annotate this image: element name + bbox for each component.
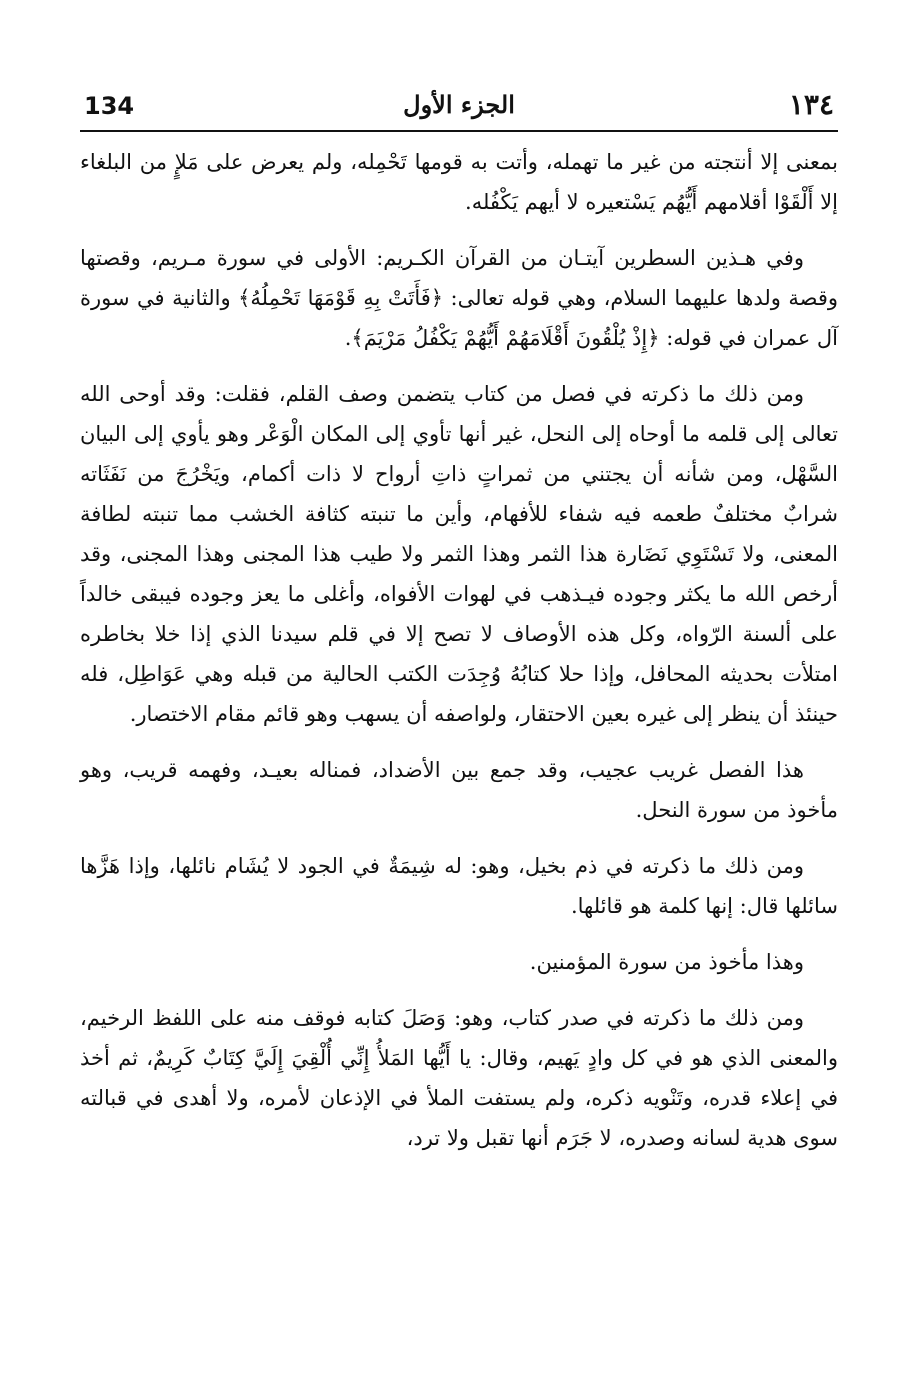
paragraph: ومن ذلك ما ذكرته في ذم بخيل، وهو: له شِيمَةٌ في الجود لا يُشَام نائلها، وإذا هَزَّها سائلها قال: إنها كلمة هو قائلها. [80, 854, 838, 918]
paragraph: هذا الفصل غريب عجيب، وقد جمع بين الأضداد، فمناله بعيـد، وفهمه قريب، وهو مأخوذ من سورة النحل. [80, 758, 838, 822]
page-number-arabic: ١٣٤ [788, 88, 834, 121]
paragraph: وفي هـذين السطرين آيتـان من القرآن الكـريم: الأولى في سورة مـريم، وقصتها وقصة ولدها عليهما السلام، وهي قوله تعالى: ﴿فَأَتَتْ بِهِ قَوْمَهَا تَحْمِلُهُ﴾ والثانية في سورة آل عمران في قوله: ﴿إِذْ يُلْقُونَ أَقْلَامَهُمْ أَيُّهُمْ يَكْفُلُ مَرْيَمَ﴾. [80, 246, 838, 350]
page-body [80, 142, 838, 1158]
paragraph: ومن ذلك ما ذكرته في صدر كتاب، وهو: وَصَلَ كتابه فوقف منه على اللفظ الرخيم، والمعنى الذي هو في كل وادٍ يَهيم، وقال: يا أَيُّها المَلأُ إِنِّي أُلْقِيَ إِلَيَّ كِتَابٌ كَرِيمٌ، ثم أخذ في إعلاء قدره، وتَنْويه ذكره، ولم يستفت الملأ في الإذعان لأمره، ولا أهدى في قبالته سوى هدية لسانه وصدره، لا جَرَم أنها تقبل ولا ترد، [80, 1006, 839, 1150]
header-title: الجزء الأول [403, 90, 515, 119]
page [80, 86, 838, 1158]
page-number-latin: 134 [84, 92, 135, 120]
paragraph: بمعنى إلا أنتجته من غير ما تهمله، وأتت به قومها تَحْمِله، ولم يعرض على مَلإٍ من البلغاء إلا أَلْقَوْا أقلامهم أَيُّهُم يَسْتعيره لا أيهم يَكْفُله. [80, 150, 838, 214]
paragraph: وهذا مأخوذ من سورة المؤمنين. [529, 950, 804, 974]
running-header [80, 86, 838, 132]
paragraph: ومن ذلك ما ذكرته في فصل من كتاب يتضمن وصف القلم، فقلت: وقد أوحى الله تعالى إلى قلمه ما أوحاه إلى النحل، غير أنها تأوي إلى المكان الْوَعْر وهو يأوي إلى البيان السَّهْل، ومن شأنه أن يجتني من ثمراتٍ ذاتِ أرواح لا ذات أكمام، ويَخْرُجَ من نَفَثَاته شرابٌ مختلفٌ طعمه فيه شفاء للأفهام، وأين ما تنبته كثافة الخشب مما تنبته لطافة المعنى، ولا تَسْتَوِي نَضَارة هذا الثمر وهذا الثمر ولا طيب هذا المجنى وهذا المجنى، وقد أرخص الله ما يكثر وجوده فيـذهب في لهوات الأفواه، وأغلى ما يعز وجوده فيبقى خالداً على ألسنة الرّواه، وكل هذه الأوصاف لا تصح إلا في قلم سيدنا الذي إذا خلا بخاطره امتلأت بحديثه المحافل، وإذا حلا كتابُهُ وُجِدَت الكتب الحالية من قبله وهي عَوَاطِل، فله حينئذ أن ينظر إلى غيره بعين الاحتقار، ولواصفه أن يسهب وهو قائم مقام الاختصار. [80, 382, 838, 726]
